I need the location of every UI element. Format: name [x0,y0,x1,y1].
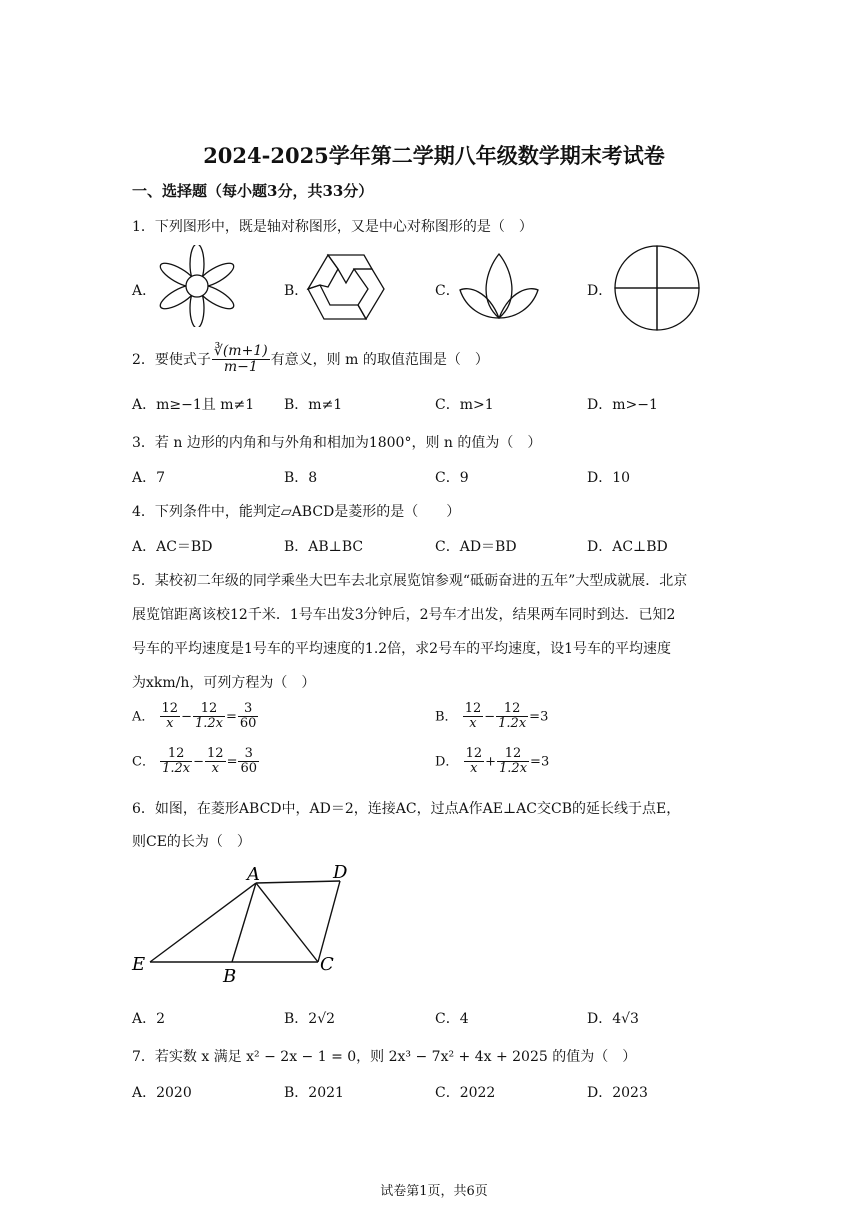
q5c-frac2 [205,747,226,777]
q4-option-d: D．AC⊥BD [587,539,668,555]
q5b-frac2 [496,702,528,732]
q5d-r: 3 [540,754,550,770]
q3-option-d: D．10 [587,470,631,486]
point-label-e: E [132,954,146,975]
q4-option-b: B．AB⊥BC [284,539,364,555]
q4-option-c: C．AD＝BD [435,539,517,555]
q6-option-d: D．4√3 [587,1011,639,1027]
q6-line-2: 则CE的长为（ ） [132,834,251,850]
q5b-op: − [484,709,496,725]
q5a-d2: 1.2x [194,716,223,732]
lotus-figure [458,250,540,322]
pinwheel-figure [612,243,702,333]
q1-label-d: D． [587,283,613,299]
q3-stem: 3．若 n 边形的内角和与外角和相加为1800°，则 n 的值为（ ） [132,435,542,451]
q1-stem: 1．下列图形中，既是轴对称图形，又是中心对称图形的是（ ） [132,219,533,235]
q2-option-c: C．m>1 [435,397,494,413]
q5a-n1: 12 [161,701,179,716]
page-footer: 试卷第1页，共6页 [380,1184,488,1199]
line-ad [256,881,340,883]
line-ac [256,883,318,962]
page-title: 2024-2025学年第二学期八年级数学期末考试卷 [203,143,665,168]
q2-stem-pre: 2．要使式子 [132,351,211,368]
q3-option-a: A．7 [132,470,166,486]
q5-line-2: 展览馆距离该校12千米．1号车出发3分钟后，2号车才出发，结果两车同时到达．已知2 [132,607,676,623]
q5d-op: + [485,754,497,770]
q2-fraction-denominator: m−1 [223,359,258,376]
q6-line-1: 6．如图，在菱形ABCD中，AD＝2，连接AC，过点A作AE⊥AC交CB的延长线于点E， [132,801,681,817]
q5a-n2: 12 [193,702,225,717]
q5a-rd: 60 [239,716,257,732]
q5a-op: − [181,709,192,725]
q5c-n2: 12 [207,746,224,761]
q2-fraction [212,344,270,376]
q3-option-b: B．8 [284,470,318,486]
q5-label-a: A． [132,709,155,725]
q1-label-c: C． [435,283,460,299]
q5a-d1: x [166,716,174,732]
q7-option-a: A．2020 [132,1085,192,1101]
q5-line-4: 为xkm/h，可列方程为（ ） [132,675,316,691]
q5b-n1: 12 [464,701,482,716]
q5c-op: − [193,754,205,770]
point-label-b: B [223,966,237,987]
q5b-d2: 1.2x [498,716,527,732]
q5d-n2: 12 [497,747,529,762]
q5-option-d: D． $\frac{12}{x}$ + $\frac{12}{1.2x}$ =3 [435,746,550,777]
q5-line-1: 5．某校初二年级的同学乘坐大巴车去北京展览馆参观“砥砺奋进的五年”大型成就展．北京 [132,573,688,589]
q5b-r: 3 [540,709,549,725]
q6-option-a: A．2 [132,1011,166,1027]
section-heading: 一、选择题（每小题3分，共33分） [132,182,374,200]
q2-option-d: D．m>−1 [587,397,658,413]
q2-stem [132,344,489,376]
flower-figure [156,245,238,327]
q5c-rn: 3 [238,747,259,762]
q5a-rn: 3 [238,702,259,717]
q5c-n1: 12 [160,747,192,762]
q5a-frac3 [238,702,259,732]
q4-stem: 4．下列条件中，能判定▱ABCD是菱形的是（ ） [132,504,461,520]
q6-option-b: B．2√2 [284,1011,336,1027]
q5b-d1: x [469,716,477,732]
q4-option-a: A．AC＝BD [132,539,213,555]
q5b-n2: 12 [496,702,528,717]
q5-label-b: B． [435,709,458,725]
line-dc [318,881,340,962]
q5c-d2: x [211,761,219,777]
line-ab [232,883,256,962]
q5a-frac1 [160,702,181,732]
point-label-d: D [333,862,348,883]
q7-option-b: B．2021 [284,1085,344,1101]
q1-label-a: A． [132,283,157,299]
q5-option-b: B． $\frac{12}{x}$ − $\frac{12}{1.2x}$ =3 [435,701,549,732]
line-ea [150,883,256,962]
q5d-d2: 1.2x [499,761,528,777]
q5c-frac1 [160,747,192,777]
q5-option-c: C． $\frac{12}{1.2x}$ − $\frac{12}{x}$ = $\frac{3}{60}$ [132,746,258,777]
point-label-a: A [247,864,260,885]
q1-label-b: B． [284,283,309,299]
q5-label-c: C． [132,754,155,770]
q5-line-3: 号车的平均速度是1号车的平均速度的1.2倍，求2号车的平均速度，设1号车的平均速度 [132,641,671,657]
q5-option-a: A． $\frac{12}{x}$ − $\frac{12}{1.2x}$ = $\frac{3}{60}$ [132,701,257,732]
q2-fraction-numerator: ∛(m+1) [213,343,268,359]
q2-stem-post: 有意义，则 m 的取值范围是（ ） [270,351,489,368]
rhombus-diagram [128,858,358,988]
q7-option-d: D．2023 [587,1085,648,1101]
q5d-frac1 [464,747,485,777]
q5b-frac1 [463,702,484,732]
q5d-d1: x [470,761,478,777]
q5c-frac3 [238,747,259,777]
q2-option-b: B．m≠1 [284,397,343,413]
q2-option-a: A．m≥−1且 m≠1 [132,397,255,413]
q5a-frac2 [193,702,225,732]
q5-label-d: D． [435,754,459,770]
q5c-d1: 1.2x [162,761,191,777]
q5d-frac2 [497,747,529,777]
q7-option-c: C．2022 [435,1085,496,1101]
recycle-hexagon-figure [306,253,386,323]
q5c-rd: 60 [240,761,258,777]
q7-stem: 7．若实数 x 满足 x² − 2x − 1 = 0，则 2x³ − 7x² + 4x + 2025 的值为（ ） [132,1049,637,1065]
q3-option-c: C．9 [435,470,469,486]
q6-option-c: C．4 [435,1011,469,1027]
q5d-n1: 12 [465,746,483,761]
point-label-c: C [320,954,334,975]
